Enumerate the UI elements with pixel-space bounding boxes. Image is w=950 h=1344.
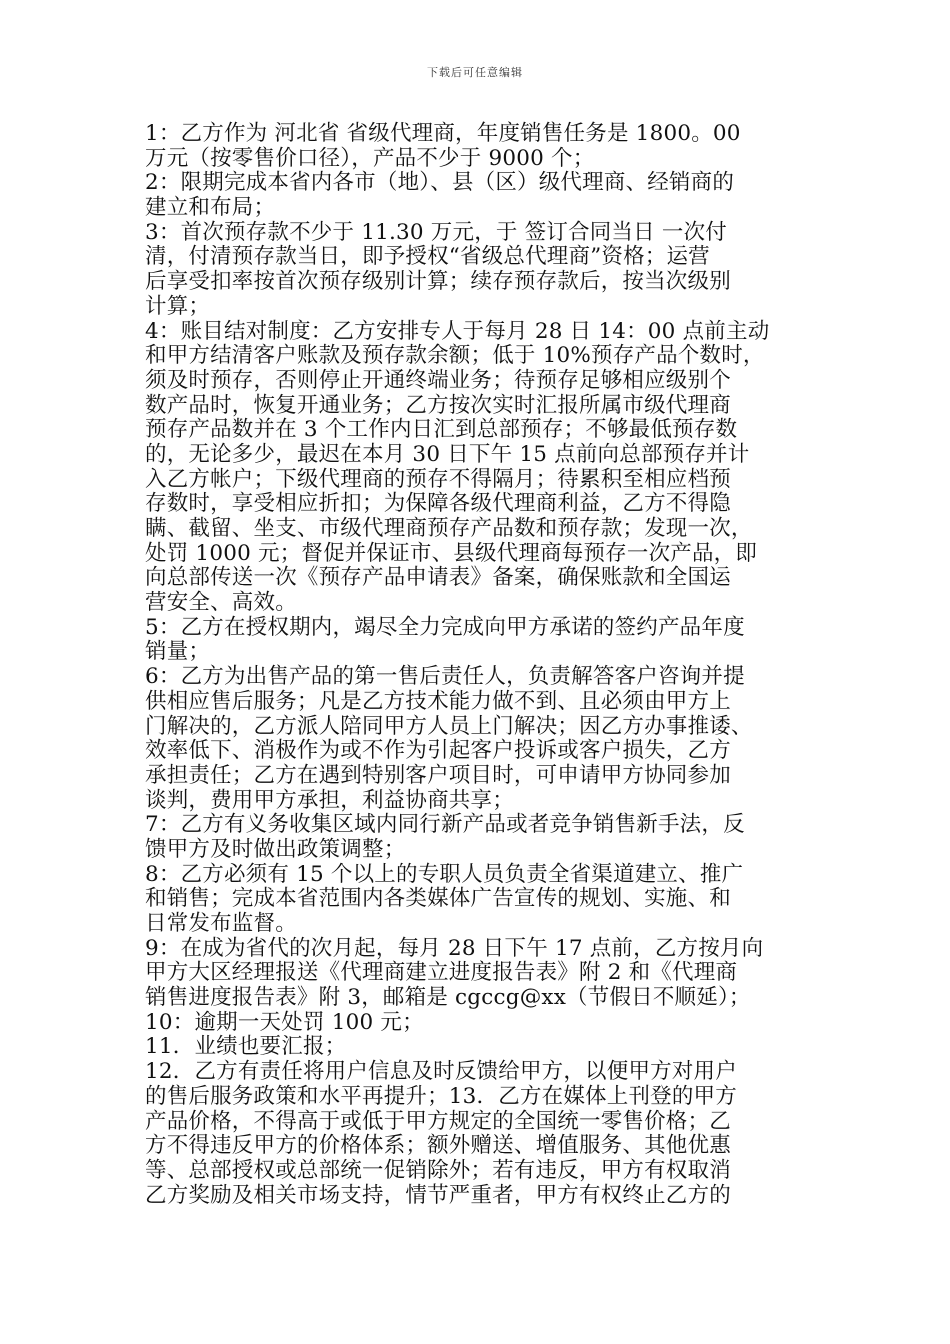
text-line: 入乙方帐户；下级代理商的预存不得隔月；待累积至相应档预 <box>145 466 731 492</box>
text-line: 向总部传送一次《预存产品申请表》备案，确保账款和全国运 <box>145 565 731 591</box>
text-line: 4：账目结对制度：乙方安排专人于每月 28 日 14：00 点前主动 <box>145 318 770 344</box>
text-line: 6：乙方为出售产品的第一售后责任人，负责解答客户咨询并提 <box>145 664 745 690</box>
text-line: 等、总部授权或总部统一促销除外；若有违反，甲方有权取消 <box>145 1157 731 1183</box>
text-line: 建立和布局； <box>145 195 276 221</box>
text-line: 谈判，费用甲方承担，利益协商共享； <box>145 787 514 813</box>
text-line: 7：乙方有义务收集区域内同行新产品或者竞争销售新手法，反 <box>145 812 745 838</box>
text-line: 馈甲方及时做出政策调整； <box>145 836 406 862</box>
text-line: 日常发布监督。 <box>145 911 297 936</box>
document-body <box>145 122 810 1208</box>
text-line: 10：逾期一天处罚 100 元； <box>145 1009 424 1035</box>
text-line: 供相应售后服务；凡是乙方技术能力做不到、且必须由甲方上 <box>145 688 731 714</box>
text-line: 和甲方结清客户账款及预存款余额；低于 10%预存产品个数时， <box>145 343 765 369</box>
text-line: 的，无论多少，最迟在本月 30 日下午 15 点前向总部预存并计 <box>145 441 750 467</box>
text-line: 处罚 1000 元；督促并保证市、县级代理商每预存一次产品，即 <box>145 540 758 566</box>
text-line: 和销售；完成本省范围内各类媒体广告宣传的规划、实施、和 <box>145 886 731 912</box>
text-line: 万元（按零售价口径），产品不少于 9000 个； <box>145 145 595 171</box>
text-line: 销量； <box>145 639 211 665</box>
text-line: 销售进度报告表》附 3，邮箱是 cgccg@xx（节假日不顺延）； <box>145 985 751 1011</box>
text-line: 5：乙方在授权期内，竭尽全力完成向甲方承诺的签约产品年度 <box>145 614 745 640</box>
text-line: 存数时，享受相应折扣；为保障各级代理商利益，乙方不得隐 <box>145 491 731 517</box>
text-line: 门解决的，乙方派人陪同甲方人员上门解决；因乙方办事推诿、 <box>145 713 753 739</box>
text-line: 清，付清预存款当日，即予授权“省级总代理商”资格；运营 <box>145 244 710 270</box>
text-line: 营安全、高效。 <box>145 590 297 616</box>
text-line: 9：在成为省代的次月起，每月 28 日下午 17 点前，乙方按月向 <box>145 935 764 961</box>
text-line: 3：首次预存款不少于 11.30 万元，于 签订合同当日 一次付 <box>145 219 727 245</box>
text-line: 产品价格，不得高于或低于甲方规定的全国统一零售价格；乙 <box>145 1108 731 1134</box>
text-line: 数产品时，恢复开通业务；乙方按次实时汇报所属市级代理商 <box>145 392 731 418</box>
text-line: 乙方奖励及相关市场支持，情节严重者，甲方有权终止乙方的 <box>145 1182 731 1208</box>
text-line: 12．乙方有责任将用户信息及时反馈给甲方，以便甲方对用户 <box>145 1059 737 1085</box>
text-line: 1：乙方作为 河北省 省级代理商，年度销售任务是 1800。00 <box>145 121 741 146</box>
text-line: 预存产品数并在 3 个工作内日汇到总部预存；不够最低预存数 <box>145 417 738 443</box>
text-line: 的售后服务政策和水平再提升；13．乙方在媒体上刊登的甲方 <box>145 1083 737 1109</box>
text-line: 效率低下、消极作为或不作为引起客户投诉或客户损失，乙方 <box>145 738 731 764</box>
text-line: 11．业绩也要汇报； <box>145 1034 347 1060</box>
text-line: 甲方大区经理报送《代理商建立进度报告表》附 2 和《代理商 <box>145 960 738 986</box>
text-line: 后享受扣率按首次预存级别计算；续存预存款后，按当次级别 <box>145 269 731 295</box>
text-line: 计算； <box>145 293 211 319</box>
text-line: 2：限期完成本省内各市（地）、县（区）级代理商、经销商的 <box>145 170 735 196</box>
page-header: 下载后可任意编辑 <box>427 66 523 79</box>
text-line: 方不得违反甲方的价格体系；额外赠送、增值服务、其他优惠 <box>145 1133 731 1159</box>
text-line: 承担责任；乙方在遇到特别客户项目时，可申请甲方协同参加 <box>145 762 731 788</box>
text-line: 须及时预存，否则停止开通终端业务；待预存足够相应级别个 <box>145 367 731 393</box>
text-line: 瞒、截留、坐支、市级代理商预存产品数和预存款；发现一次， <box>145 516 753 541</box>
text-line: 8：乙方必须有 15 个以上的专职人员负责全省渠道建立、推广 <box>145 861 744 887</box>
